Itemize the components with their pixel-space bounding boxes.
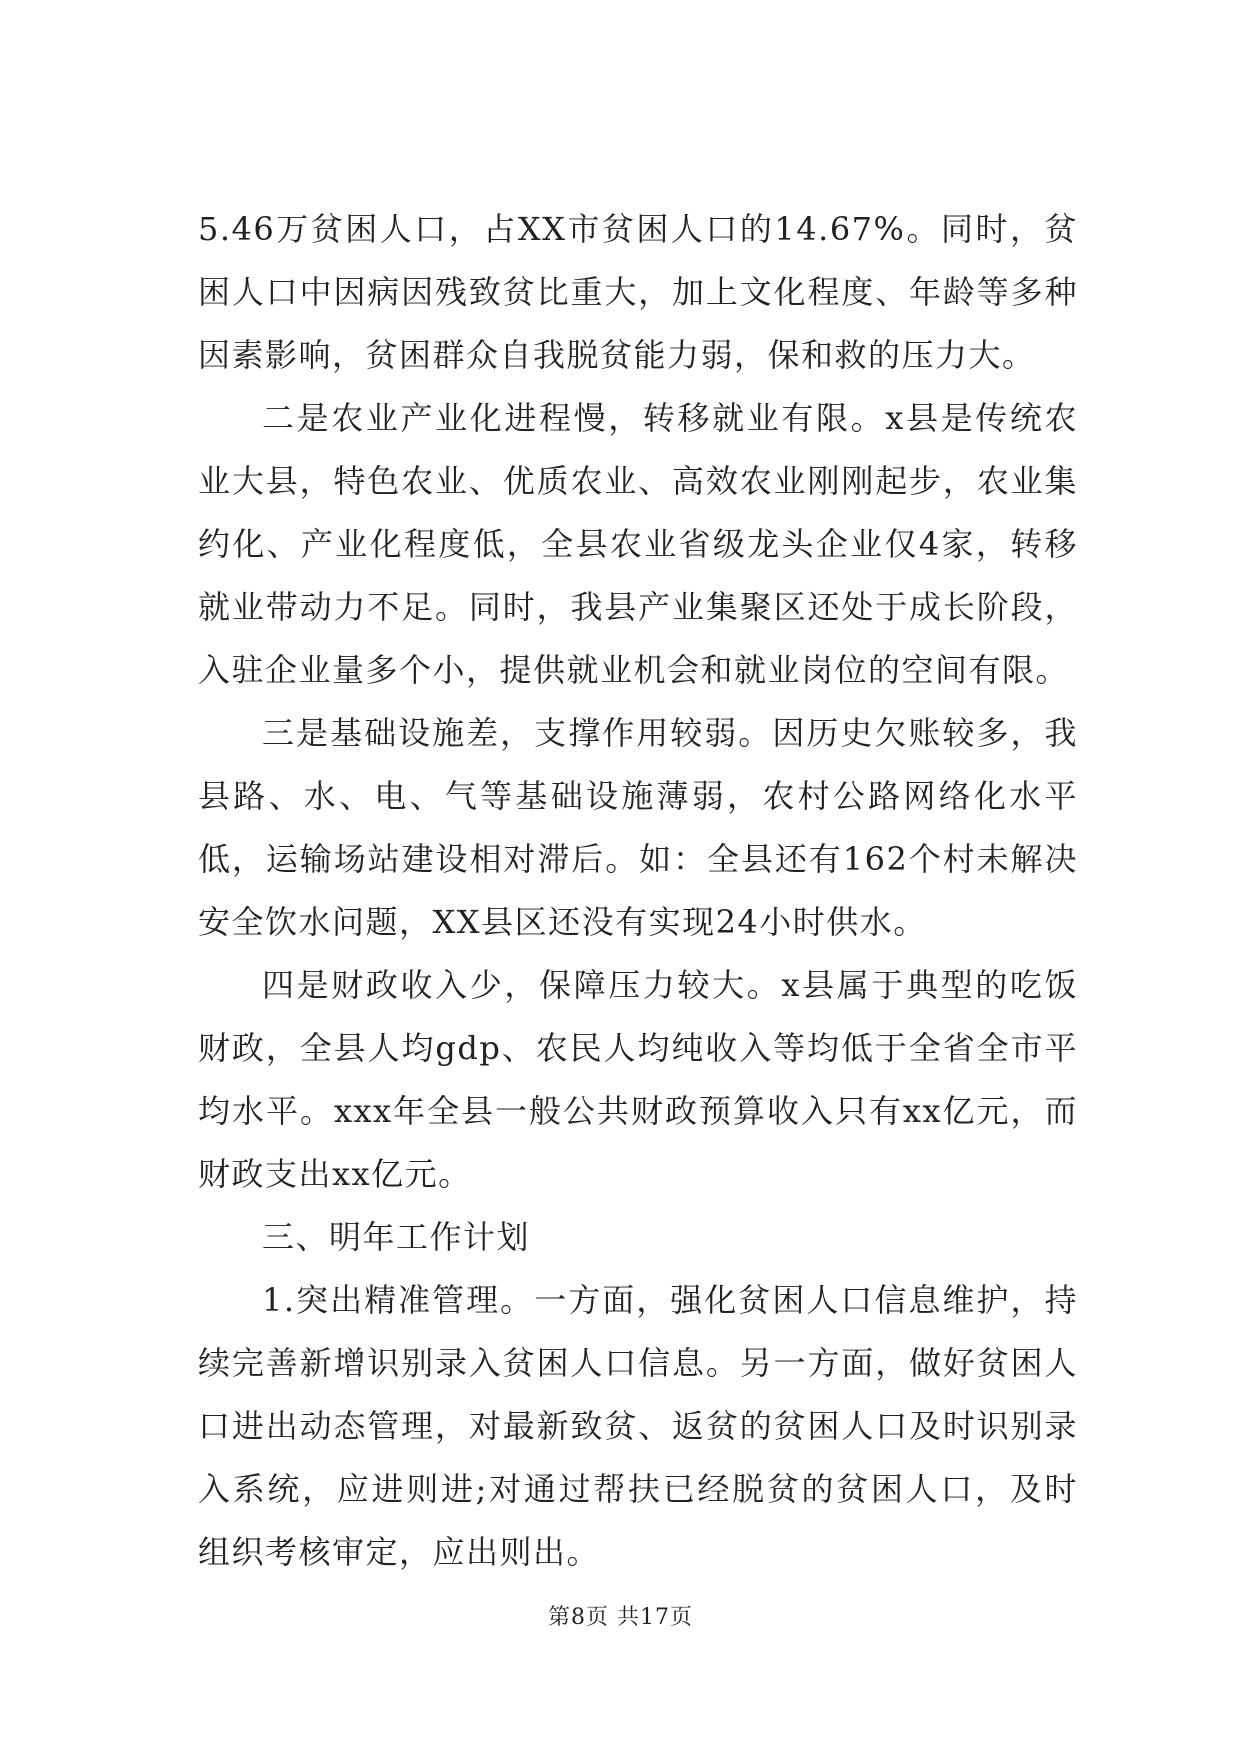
document-body	[198, 198, 1078, 1584]
paragraph-point-four: 四是财政收入少，保障压力较大。x县属于典型的吃饭财政，全县人均gdp、农民人均纯收入等均低于全省全市平均水平。xxx年全县一般公共财政预算收入只有xx亿元，而财政支出xx亿元。	[198, 966, 1078, 1193]
paragraph-plan-one: 1.突出精准管理。一方面，强化贫困人口信息维护，持续完善新增识别录入贫困人口信息。另一方面，做好贫困人口进出动态管理，对最新致贫、返贫的贫困人口及时识别录入系统，应进则进;对通过帮扶已经脱贫的贫困人口，及时组织考核审定，应出则出。	[198, 1281, 1078, 1571]
paragraph-point-two: 二是农业产业化进程慢，转移就业有限。x县是传统农业大县，特色农业、优质农业、高效农业刚刚起步，农业集约化、产业化程度低，全县农业省级龙头企业仅4家，转移就业带动力不足。同时，我县产业集聚区还处于成长阶段，入驻企业量多个小，提供就业机会和就业岗位的空间有限。	[198, 399, 1078, 689]
page-number-footer: 第8页 共17页	[548, 1605, 693, 1630]
paragraph-continuation: 5.46万贫困人口，占XX市贫困人口的14.67%。同时，贫困人口中因病因残致贫比重大，加上文化程度、年龄等多种因素影响，贫困群众自我脱贫能力弱，保和救的压力大。	[198, 210, 1078, 374]
section-heading: 三、明年工作计划	[262, 1218, 531, 1256]
paragraph-point-three: 三是基础设施差，支撑作用较弱。因历史欠账较多，我县路、水、电、气等基础设施薄弱，农村公路网络化水平低，运输场站建设相对滞后。如：全县还有162个村未解决安全饮水问题，XX县区还没有实现24小时供水。	[198, 714, 1078, 941]
